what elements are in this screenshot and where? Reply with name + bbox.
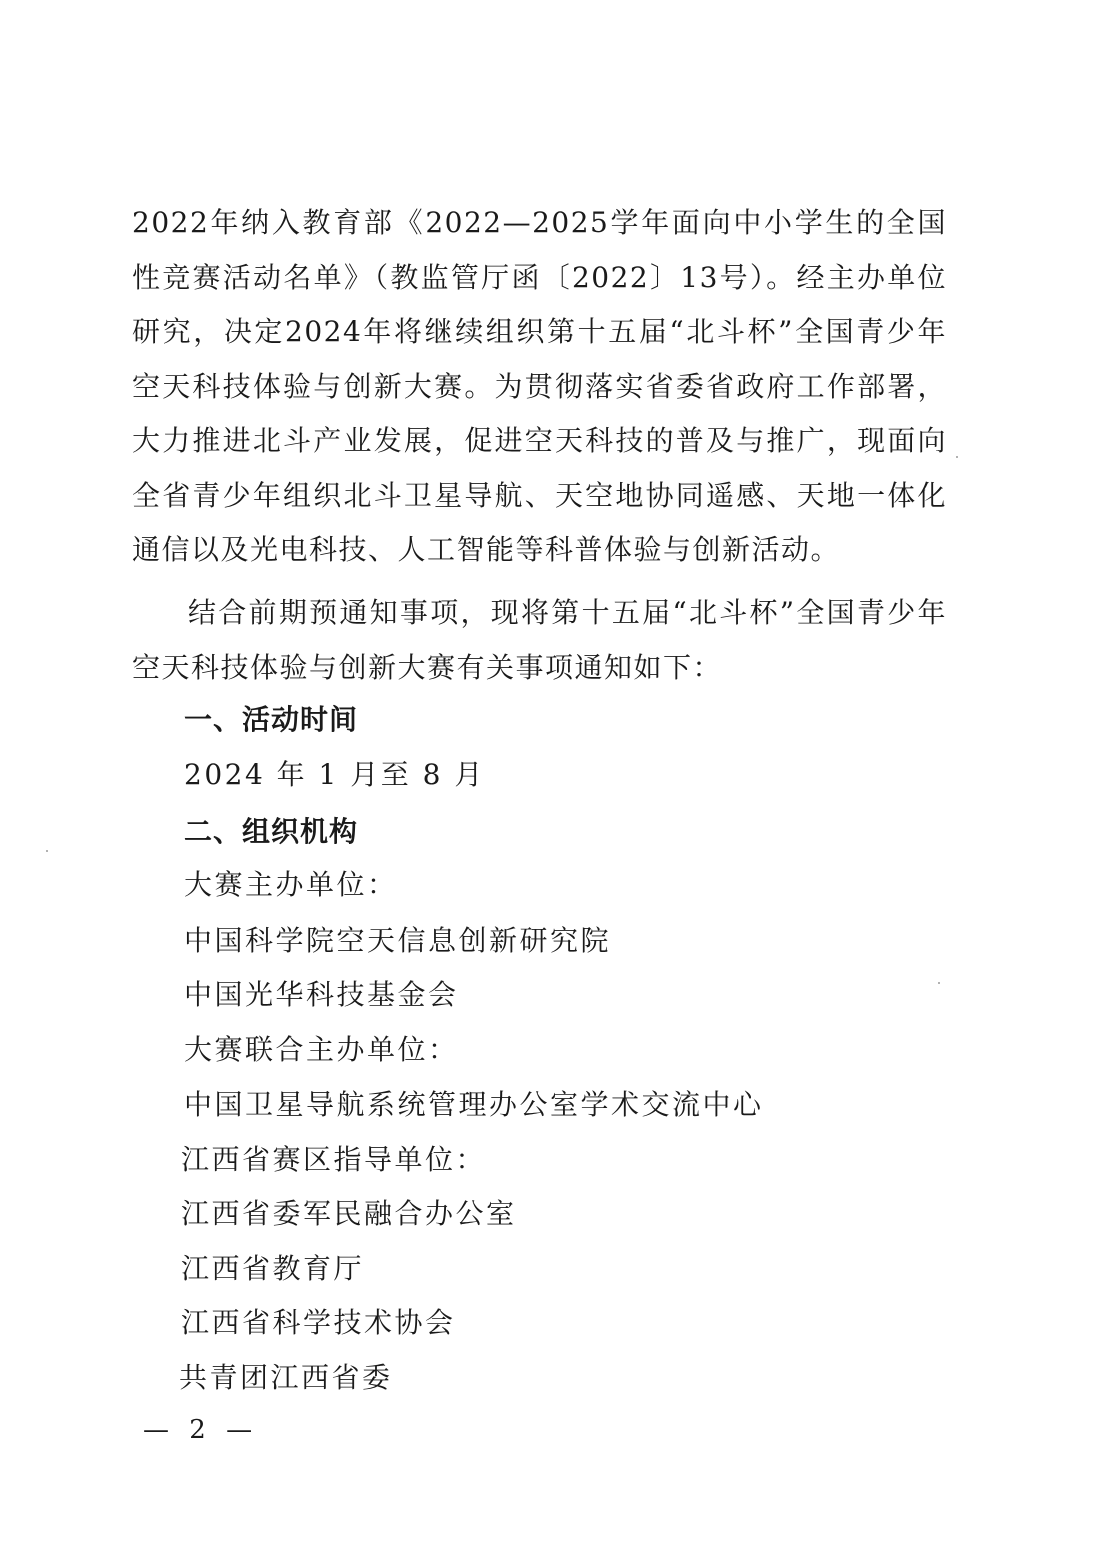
guidance-label: 江西省赛区指导单位： <box>181 1143 487 1176</box>
scan-speck <box>938 982 940 984</box>
co-organizer-item: 中国卫星导航系统管理办公室学术交流中心 <box>184 1088 764 1121</box>
organizer-item: 中国光华科技基金会 <box>184 978 459 1011</box>
guidance-unit-item: 共青团江西省委 <box>179 1361 393 1394</box>
organizer-item: 中国科学院空天信息创新研究院 <box>184 924 612 957</box>
page-number: — 2 — <box>143 1415 259 1445</box>
organizer-label: 大赛主办单位： <box>184 868 398 901</box>
guidance-unit-item: 江西省科学技术协会 <box>181 1306 456 1339</box>
section-heading: 一、活动时间 <box>184 703 359 736</box>
guidance-unit-item: 江西省委军民融合办公室 <box>181 1197 517 1230</box>
activity-time: 2024 年 1 月至 8 月 <box>184 758 485 791</box>
body-paragraph: 结合前期预通知事项，现将第十五届“北斗杯”全国青少年空天科技体验与创新大赛有关事项通知如下： <box>132 596 947 684</box>
body-paragraph: 2022年纳入教育部《2022—2025学年面向中小学生的全国性竞赛活动名单》（教监管厅函〔2022〕13号）。经主办单位研究，决定2024年将继续组织第十五届“北斗杯”全国青少年空天科技体验与创新大赛。为贯彻落实省委省政府工作部署，大力推进北斗产业发展，促进空天科技的普及与推广，现面向全省青少年组织北斗卫星导航、天空地协同遥感、天地一体化通信以及光电科技、人工智能等科普体验与创新活动。 <box>132 206 947 566</box>
guidance-unit-item: 江西省教育厅 <box>181 1252 365 1285</box>
section-heading: 二、组织机构 <box>184 815 359 848</box>
co-organizer-label: 大赛联合主办单位： <box>184 1033 459 1066</box>
scan-speck <box>956 456 958 458</box>
scan-speck <box>46 850 48 852</box>
